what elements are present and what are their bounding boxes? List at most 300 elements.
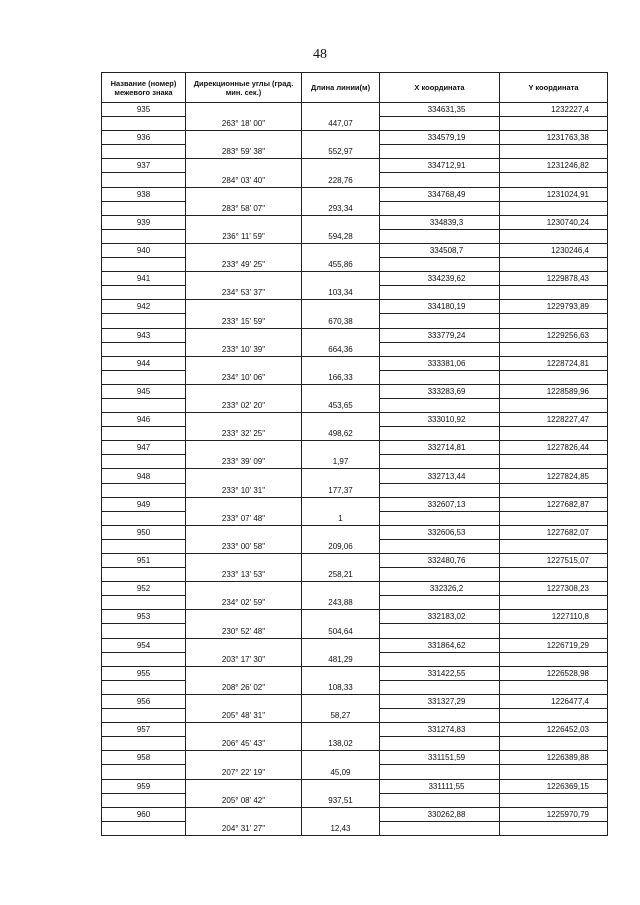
angle-cell-empty: [186, 384, 302, 398]
y-coordinate-cell-empty: [500, 596, 608, 610]
length-cell-empty: [302, 384, 380, 398]
angle-cell-empty: [186, 413, 302, 427]
angle-cell-empty: [186, 666, 302, 680]
marker-name-cell-empty: [102, 258, 186, 272]
y-coordinate-cell: 1232227,4: [500, 103, 608, 117]
point-row: [102, 187, 608, 201]
x-coordinate-cell-empty: [380, 652, 500, 666]
angle-cell-empty: [186, 694, 302, 708]
length-cell-empty: [302, 610, 380, 624]
point-row: [102, 723, 608, 737]
y-coordinate-cell-empty: [500, 652, 608, 666]
line-length-cell: 243,88: [302, 596, 380, 610]
y-coordinate-cell: 1227826,44: [500, 441, 608, 455]
line-length-cell: 552,97: [302, 145, 380, 159]
x-coordinate-cell-empty: [380, 145, 500, 159]
line-length-cell: 1: [302, 511, 380, 525]
x-coordinate-cell-empty: [380, 539, 500, 553]
point-row: [102, 525, 608, 539]
x-coordinate-cell-empty: [380, 821, 500, 835]
x-coordinate-cell: 334180,19: [380, 300, 500, 314]
length-cell-empty: [302, 300, 380, 314]
point-row: [102, 356, 608, 370]
marker-name-cell: 945: [102, 384, 186, 398]
length-cell-empty: [302, 356, 380, 370]
length-cell-empty: [302, 525, 380, 539]
marker-name-cell: 950: [102, 525, 186, 539]
marker-name-cell: 959: [102, 779, 186, 793]
line-length-cell: 45,09: [302, 765, 380, 779]
marker-name-cell-empty: [102, 427, 186, 441]
y-coordinate-cell-empty: [500, 680, 608, 694]
segment-row: [102, 624, 608, 638]
y-coordinate-cell: 1226528,98: [500, 666, 608, 680]
header-line-length: Длина линии(м): [302, 73, 380, 103]
x-coordinate-cell: 332326,2: [380, 582, 500, 596]
line-length-cell: 481,29: [302, 652, 380, 666]
y-coordinate-cell: 1226389,88: [500, 751, 608, 765]
marker-name-cell: 941: [102, 272, 186, 286]
marker-name-cell: 940: [102, 243, 186, 257]
marker-name-cell: 938: [102, 187, 186, 201]
y-coordinate-cell: 1229256,63: [500, 328, 608, 342]
marker-name-cell-empty: [102, 821, 186, 835]
segment-row: [102, 539, 608, 553]
x-coordinate-cell-empty: [380, 680, 500, 694]
x-coordinate-cell-empty: [380, 229, 500, 243]
y-coordinate-cell-empty: [500, 511, 608, 525]
y-coordinate-cell-empty: [500, 173, 608, 187]
y-coordinate-cell: 1229878,43: [500, 272, 608, 286]
marker-name-cell: 935: [102, 103, 186, 117]
marker-name-cell: 952: [102, 582, 186, 596]
marker-name-cell-empty: [102, 511, 186, 525]
segment-row: [102, 483, 608, 497]
y-coordinate-cell-empty: [500, 398, 608, 412]
angle-cell-empty: [186, 582, 302, 596]
x-coordinate-cell-empty: [380, 314, 500, 328]
x-coordinate-cell-empty: [380, 455, 500, 469]
x-coordinate-cell-empty: [380, 173, 500, 187]
marker-name-cell: 955: [102, 666, 186, 680]
direction-angle-cell: 234° 02' 59": [186, 596, 302, 610]
y-coordinate-cell-empty: [500, 568, 608, 582]
length-cell-empty: [302, 582, 380, 596]
direction-angle-cell: 233° 49' 25": [186, 258, 302, 272]
segment-row: [102, 568, 608, 582]
length-cell-empty: [302, 187, 380, 201]
marker-name-cell: 958: [102, 751, 186, 765]
x-coordinate-cell-empty: [380, 427, 500, 441]
direction-angle-cell: 283° 59' 38": [186, 145, 302, 159]
x-coordinate-cell-empty: [380, 370, 500, 384]
line-length-cell: 209,06: [302, 539, 380, 553]
line-length-cell: 594,28: [302, 229, 380, 243]
angle-cell-empty: [186, 328, 302, 342]
marker-name-cell-empty: [102, 117, 186, 131]
y-coordinate-cell: 1227682,87: [500, 497, 608, 511]
x-coordinate-cell-empty: [380, 398, 500, 412]
line-length-cell: 258,21: [302, 568, 380, 582]
direction-angle-cell: 234° 53' 37": [186, 286, 302, 300]
x-coordinate-cell: 332606,53: [380, 525, 500, 539]
angle-cell-empty: [186, 215, 302, 229]
y-coordinate-cell-empty: [500, 737, 608, 751]
marker-name-cell-empty: [102, 145, 186, 159]
point-row: [102, 159, 608, 173]
y-coordinate-cell: 1228227,47: [500, 413, 608, 427]
y-coordinate-cell: 1227110,8: [500, 610, 608, 624]
direction-angle-cell: 233° 00' 58": [186, 539, 302, 553]
direction-angle-cell: 205° 48' 31": [186, 709, 302, 723]
marker-name-cell: 949: [102, 497, 186, 511]
y-coordinate-cell-empty: [500, 370, 608, 384]
line-length-cell: 166,33: [302, 370, 380, 384]
segment-row: [102, 314, 608, 328]
direction-angle-cell: 233° 13' 53": [186, 568, 302, 582]
x-coordinate-cell-empty: [380, 709, 500, 723]
line-length-cell: 453,65: [302, 398, 380, 412]
length-cell-empty: [302, 694, 380, 708]
point-row: [102, 554, 608, 568]
marker-name-cell: 943: [102, 328, 186, 342]
length-cell-empty: [302, 554, 380, 568]
angle-cell-empty: [186, 779, 302, 793]
line-length-cell: 228,76: [302, 173, 380, 187]
length-cell-empty: [302, 215, 380, 229]
direction-angle-cell: 284° 03' 40": [186, 173, 302, 187]
point-row: [102, 638, 608, 652]
length-cell-empty: [302, 328, 380, 342]
line-length-cell: 455,86: [302, 258, 380, 272]
line-length-cell: 138,02: [302, 737, 380, 751]
direction-angle-cell: 206° 45' 43": [186, 737, 302, 751]
point-row: [102, 441, 608, 455]
segment-row: [102, 173, 608, 187]
y-coordinate-cell-empty: [500, 286, 608, 300]
angle-cell-empty: [186, 807, 302, 821]
marker-name-cell-empty: [102, 539, 186, 553]
x-coordinate-cell: 332713,44: [380, 469, 500, 483]
line-length-cell: 937,51: [302, 793, 380, 807]
x-coordinate-cell: 330262,88: [380, 807, 500, 821]
x-coordinate-cell-empty: [380, 511, 500, 525]
header-y-coordinate: Y координата: [500, 73, 608, 103]
direction-angle-cell: 233° 32' 25": [186, 427, 302, 441]
direction-angle-cell: 233° 39' 09": [186, 455, 302, 469]
point-row: [102, 469, 608, 483]
x-coordinate-cell: 333283,69: [380, 384, 500, 398]
line-length-cell: 447,07: [302, 117, 380, 131]
x-coordinate-cell-empty: [380, 624, 500, 638]
marker-name-cell-empty: [102, 483, 186, 497]
x-coordinate-cell: 333381,06: [380, 356, 500, 370]
line-length-cell: 108,33: [302, 680, 380, 694]
x-coordinate-cell: 333779,24: [380, 328, 500, 342]
x-coordinate-cell: 334508,7: [380, 243, 500, 257]
segment-row: [102, 342, 608, 356]
x-coordinate-cell-empty: [380, 286, 500, 300]
direction-angle-cell: 233° 15' 59": [186, 314, 302, 328]
x-coordinate-cell-empty: [380, 258, 500, 272]
segment-row: [102, 596, 608, 610]
segment-row: [102, 455, 608, 469]
point-row: [102, 384, 608, 398]
marker-name-cell: 954: [102, 638, 186, 652]
marker-name-cell-empty: [102, 229, 186, 243]
direction-angle-cell: 233° 10' 39": [186, 342, 302, 356]
marker-name-cell: 948: [102, 469, 186, 483]
marker-name-cell-empty: [102, 568, 186, 582]
direction-angle-cell: 204° 31' 27": [186, 821, 302, 835]
y-coordinate-cell: 1229793,89: [500, 300, 608, 314]
x-coordinate-cell-empty: [380, 596, 500, 610]
x-coordinate-cell-empty: [380, 765, 500, 779]
marker-name-cell: 937: [102, 159, 186, 173]
y-coordinate-cell: 1226452,03: [500, 723, 608, 737]
line-length-cell: 504,64: [302, 624, 380, 638]
y-coordinate-cell: 1225970,79: [500, 807, 608, 821]
angle-cell-empty: [186, 243, 302, 257]
x-coordinate-cell: 334239,62: [380, 272, 500, 286]
point-row: [102, 243, 608, 257]
point-row: [102, 300, 608, 314]
x-coordinate-cell: 334579,19: [380, 131, 500, 145]
marker-name-cell-empty: [102, 624, 186, 638]
direction-angle-cell: 208° 26' 02": [186, 680, 302, 694]
y-coordinate-cell-empty: [500, 145, 608, 159]
x-coordinate-cell-empty: [380, 483, 500, 497]
x-coordinate-cell: 331274,83: [380, 723, 500, 737]
angle-cell-empty: [186, 272, 302, 286]
marker-name-cell-empty: [102, 709, 186, 723]
angle-cell-empty: [186, 103, 302, 117]
x-coordinate-cell: 332607,13: [380, 497, 500, 511]
angle-cell-empty: [186, 356, 302, 370]
marker-name-cell: 939: [102, 215, 186, 229]
segment-row: [102, 511, 608, 525]
marker-name-cell: 960: [102, 807, 186, 821]
segment-row: [102, 145, 608, 159]
angle-cell-empty: [186, 751, 302, 765]
segment-row: [102, 709, 608, 723]
segment-row: [102, 680, 608, 694]
angle-cell-empty: [186, 638, 302, 652]
direction-angle-cell: 234° 10' 06": [186, 370, 302, 384]
point-row: [102, 272, 608, 286]
length-cell-empty: [302, 441, 380, 455]
length-cell-empty: [302, 779, 380, 793]
line-length-cell: 177,37: [302, 483, 380, 497]
point-row: [102, 610, 608, 624]
header-x-coordinate: X координата: [380, 73, 500, 103]
y-coordinate-cell-empty: [500, 229, 608, 243]
marker-name-cell-empty: [102, 342, 186, 356]
length-cell-empty: [302, 272, 380, 286]
x-coordinate-cell: 333010,92: [380, 413, 500, 427]
marker-name-cell-empty: [102, 596, 186, 610]
y-coordinate-cell: 1227515,07: [500, 554, 608, 568]
length-cell-empty: [302, 159, 380, 173]
line-length-cell: 293,34: [302, 201, 380, 215]
y-coordinate-cell-empty: [500, 314, 608, 328]
angle-cell-empty: [186, 159, 302, 173]
marker-name-cell-empty: [102, 455, 186, 469]
marker-name-cell: 951: [102, 554, 186, 568]
segment-row: [102, 370, 608, 384]
segment-row: [102, 117, 608, 131]
marker-name-cell: 953: [102, 610, 186, 624]
x-coordinate-cell-empty: [380, 568, 500, 582]
y-coordinate-cell: 1227824,85: [500, 469, 608, 483]
direction-angle-cell: 230° 52' 48": [186, 624, 302, 638]
segment-row: [102, 286, 608, 300]
angle-cell-empty: [186, 610, 302, 624]
x-coordinate-cell: 334768,49: [380, 187, 500, 201]
direction-angle-cell: 263° 18' 00": [186, 117, 302, 131]
y-coordinate-cell: 1231024,91: [500, 187, 608, 201]
length-cell-empty: [302, 638, 380, 652]
y-coordinate-cell: 1226477,4: [500, 694, 608, 708]
line-length-cell: 103,34: [302, 286, 380, 300]
length-cell-empty: [302, 469, 380, 483]
length-cell-empty: [302, 807, 380, 821]
marker-name-cell-empty: [102, 370, 186, 384]
y-coordinate-cell-empty: [500, 258, 608, 272]
marker-name-cell: 956: [102, 694, 186, 708]
segment-row: [102, 737, 608, 751]
point-row: [102, 328, 608, 342]
y-coordinate-cell: 1227308,23: [500, 582, 608, 596]
length-cell-empty: [302, 666, 380, 680]
segment-row: [102, 427, 608, 441]
marker-name-cell-empty: [102, 201, 186, 215]
x-coordinate-cell: 334712,91: [380, 159, 500, 173]
length-cell-empty: [302, 723, 380, 737]
angle-cell-empty: [186, 525, 302, 539]
point-row: [102, 694, 608, 708]
direction-angle-cell: 233° 10' 31": [186, 483, 302, 497]
marker-name-cell: 942: [102, 300, 186, 314]
y-coordinate-cell-empty: [500, 201, 608, 215]
y-coordinate-cell: 1228724,81: [500, 356, 608, 370]
direction-angle-cell: 207° 22' 19": [186, 765, 302, 779]
y-coordinate-cell-empty: [500, 539, 608, 553]
line-length-cell: 498,62: [302, 427, 380, 441]
segment-row: [102, 201, 608, 215]
x-coordinate-cell: 331111,55: [380, 779, 500, 793]
point-row: [102, 582, 608, 596]
direction-angle-cell: 233° 07' 48": [186, 511, 302, 525]
line-length-cell: 670,38: [302, 314, 380, 328]
angle-cell-empty: [186, 300, 302, 314]
point-row: [102, 413, 608, 427]
angle-cell-empty: [186, 187, 302, 201]
header-marker-name: Название (номер) межевого знака: [102, 73, 186, 103]
x-coordinate-cell-empty: [380, 737, 500, 751]
direction-angle-cell: 233° 02' 20": [186, 398, 302, 412]
angle-cell-empty: [186, 441, 302, 455]
x-coordinate-cell: 331151,59: [380, 751, 500, 765]
y-coordinate-cell-empty: [500, 821, 608, 835]
point-row: [102, 807, 608, 821]
marker-name-cell-empty: [102, 173, 186, 187]
y-coordinate-cell-empty: [500, 624, 608, 638]
segment-row: [102, 765, 608, 779]
marker-name-cell: 944: [102, 356, 186, 370]
marker-name-cell: 947: [102, 441, 186, 455]
table-body: [102, 103, 608, 836]
y-coordinate-cell-empty: [500, 117, 608, 131]
segment-row: [102, 793, 608, 807]
x-coordinate-cell-empty: [380, 342, 500, 356]
angle-cell-empty: [186, 131, 302, 145]
marker-name-cell: 946: [102, 413, 186, 427]
length-cell-empty: [302, 243, 380, 257]
direction-angle-cell: 236° 11' 59": [186, 229, 302, 243]
angle-cell-empty: [186, 723, 302, 737]
angle-cell-empty: [186, 554, 302, 568]
segment-row: [102, 229, 608, 243]
x-coordinate-cell: 331327,29: [380, 694, 500, 708]
y-coordinate-cell-empty: [500, 483, 608, 497]
line-length-cell: 1,97: [302, 455, 380, 469]
x-coordinate-cell: 332714,81: [380, 441, 500, 455]
direction-angle-cell: 203° 17' 30": [186, 652, 302, 666]
marker-name-cell-empty: [102, 314, 186, 328]
y-coordinate-cell: 1230246,4: [500, 243, 608, 257]
marker-name-cell-empty: [102, 765, 186, 779]
point-row: [102, 103, 608, 117]
line-length-cell: 12,43: [302, 821, 380, 835]
y-coordinate-cell: 1228589,96: [500, 384, 608, 398]
segment-row: [102, 258, 608, 272]
marker-name-cell: 957: [102, 723, 186, 737]
line-length-cell: 58,27: [302, 709, 380, 723]
marker-name-cell-empty: [102, 286, 186, 300]
length-cell-empty: [302, 413, 380, 427]
y-coordinate-cell: 1227682,07: [500, 525, 608, 539]
y-coordinate-cell-empty: [500, 342, 608, 356]
angle-cell-empty: [186, 497, 302, 511]
length-cell-empty: [302, 131, 380, 145]
marker-name-cell-empty: [102, 680, 186, 694]
marker-name-cell-empty: [102, 793, 186, 807]
y-coordinate-cell: 1226719,29: [500, 638, 608, 652]
page-number: 48: [313, 47, 327, 62]
x-coordinate-cell: 334631,35: [380, 103, 500, 117]
point-row: [102, 666, 608, 680]
direction-angle-cell: 283° 58' 07": [186, 201, 302, 215]
x-coordinate-cell: 332480,76: [380, 554, 500, 568]
x-coordinate-cell-empty: [380, 793, 500, 807]
y-coordinate-cell-empty: [500, 455, 608, 469]
x-coordinate-cell: 334839,3: [380, 215, 500, 229]
table-header-row: [102, 73, 608, 103]
boundary-coordinates-table: [101, 72, 608, 836]
x-coordinate-cell: 331864,62: [380, 638, 500, 652]
length-cell-empty: [302, 103, 380, 117]
segment-row: [102, 821, 608, 835]
y-coordinate-cell: 1230740,24: [500, 215, 608, 229]
point-row: [102, 131, 608, 145]
point-row: [102, 779, 608, 793]
y-coordinate-cell: 1231246,82: [500, 159, 608, 173]
x-coordinate-cell-empty: [380, 117, 500, 131]
y-coordinate-cell: 1231763,38: [500, 131, 608, 145]
marker-name-cell-empty: [102, 652, 186, 666]
point-row: [102, 497, 608, 511]
